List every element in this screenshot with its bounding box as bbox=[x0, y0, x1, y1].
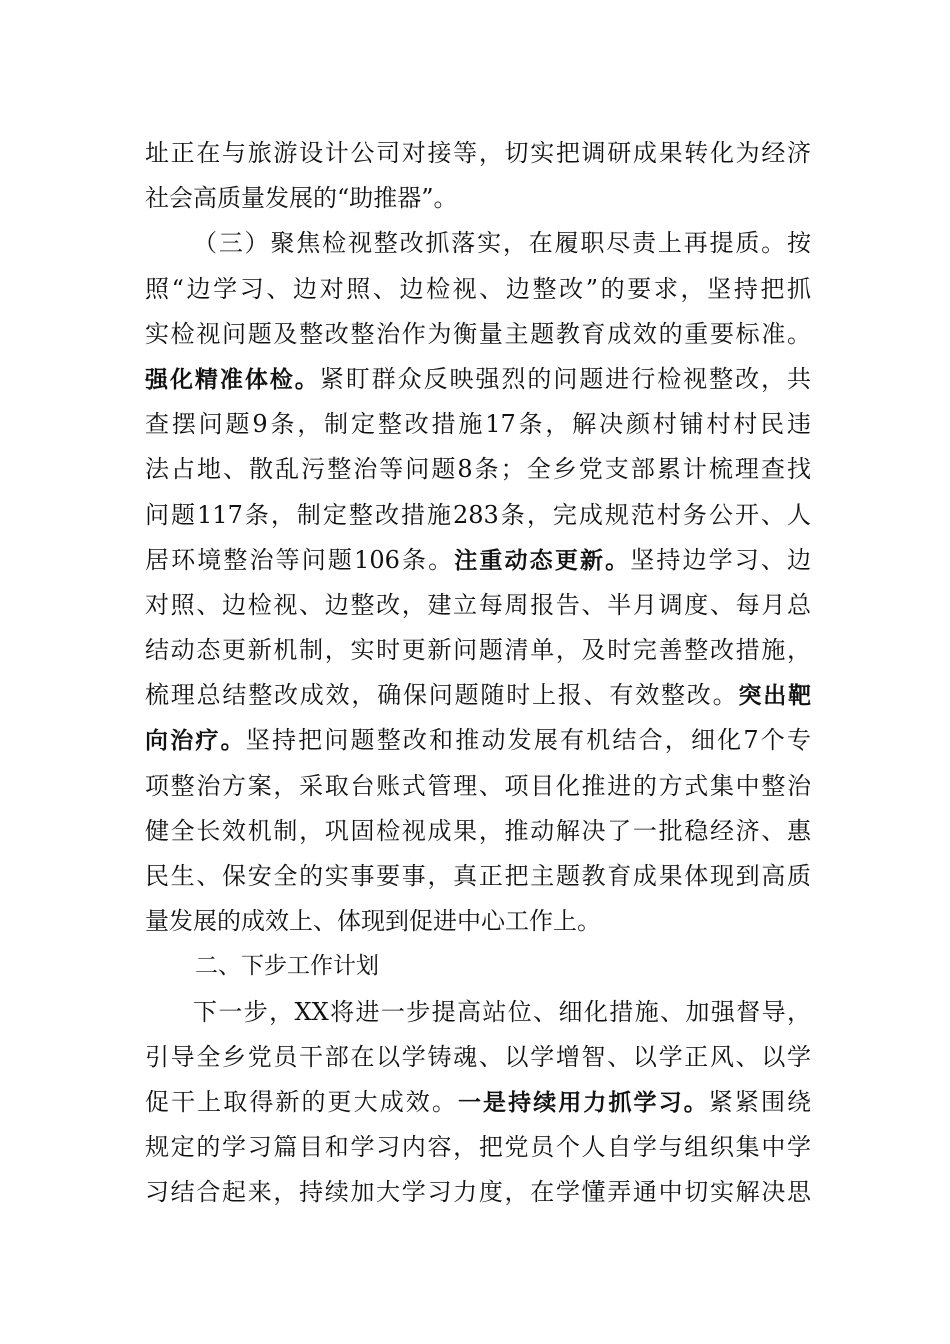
bold-lead: 突出靶 bbox=[738, 683, 812, 710]
paragraph-line: 向治疗。坚持把问题整改和推动发展有机结合，细化7个专 bbox=[145, 726, 811, 755]
paragraph-line: 习结合起来，持续加大学习力度，在学懂弄通中切实解决思 bbox=[145, 1178, 811, 1207]
paragraph-line: 查摆问题9条，制定整改措施17条，解决颜村铺村村民违 bbox=[145, 410, 811, 439]
paragraph-line: 结动态更新机制，实时更新问题清单，及时完善整改措施， bbox=[145, 636, 811, 665]
paragraph-line: 促干上取得新的更大成效。一是持续用力抓学习。紧紧围绕 bbox=[145, 1087, 812, 1116]
paragraph-line: 梳理总结整改成效，确保问题随时上报、有效整改。突出靶 bbox=[145, 681, 812, 710]
paragraph-line: 照“边学习、边对照、边检视、边整改”的要求，坚持把抓 bbox=[145, 274, 811, 303]
bold-lead: 强化精准体检。 bbox=[145, 366, 320, 393]
paragraph-line: 居环境整治等问题106条。注重动态更新。坚持边学习、边 bbox=[145, 545, 812, 574]
paragraph-line: 量发展的成效上、体现到促进中心工作上。 bbox=[145, 907, 601, 936]
paragraph-line: 项整治方案，采取台账式管理、项目化推进的方式集中整治 bbox=[145, 771, 811, 800]
paragraph-line: 对照、边检视、边整改，建立每周报告、半月调度、每月总 bbox=[145, 590, 811, 619]
bold-lead: 注重动态更新。 bbox=[454, 547, 631, 574]
bold-lead: 向治疗。 bbox=[145, 728, 246, 755]
section-heading-line: （三）聚焦检视整改抓落实，在履职尽责上再提质。按 bbox=[193, 229, 811, 258]
paragraph-line: 下一步，XX将进一步提高站位、细化措施、加强督导， bbox=[193, 997, 811, 1026]
paragraph-line: 规定的学习篇目和学习内容，把党员个人自学与组织集中学 bbox=[145, 1133, 811, 1162]
paragraph-line: 强化精准体检。紧盯群众反映强烈的问题进行检视整改，共 bbox=[145, 364, 812, 393]
section-title: 二、下步工作计划 bbox=[195, 953, 379, 980]
paragraph-line: 引导全乡党员干部在以学铸魂、以学增智、以学正风、以学 bbox=[145, 1042, 811, 1071]
bold-lead: 一是持续用力抓学习。 bbox=[457, 1089, 709, 1116]
paragraph-line: 民生、保安全的实事要事，真正把主题教育成果体现到高质 bbox=[145, 862, 811, 890]
paragraph-line: 健全长效机制，巩固检视成果，推动解决了一批稳经济、惠 bbox=[145, 816, 811, 845]
paragraph-line: 社会高质量发展的“助推器”。 bbox=[145, 184, 458, 213]
paragraph-line: 址正在与旅游设计公司对接等，切实把调研成果转化为经济 bbox=[145, 139, 811, 167]
paragraph-line: 法占地、散乱污整治等问题8条；全乡党支部累计梳理查找 bbox=[145, 455, 811, 484]
paragraph-line: 问题117条，制定整改措施283条，完成规范村务公开、人 bbox=[145, 500, 811, 529]
document-page bbox=[145, 131, 811, 1216]
paragraph-line: 实检视问题及整改整治作为衡量主题教育成效的重要标准。 bbox=[145, 319, 811, 348]
